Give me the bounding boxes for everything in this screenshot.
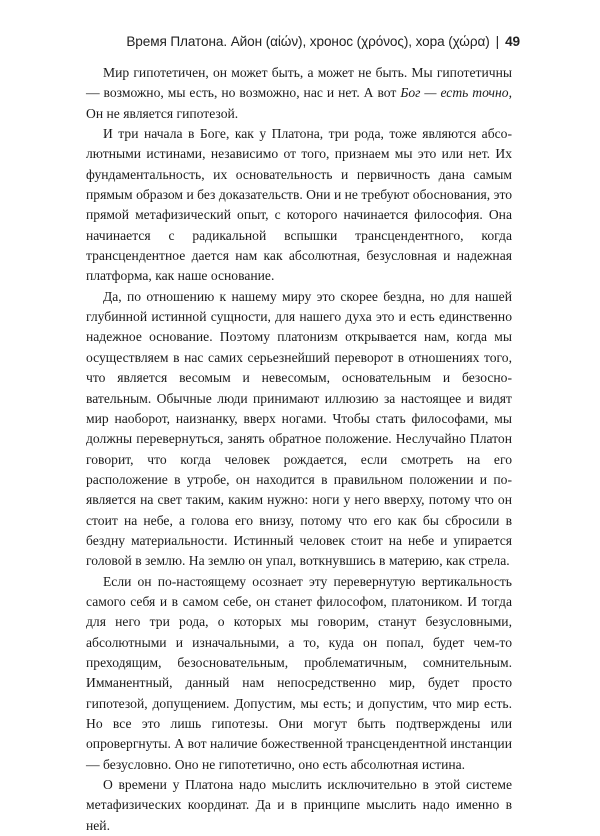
page-body xyxy=(86,63,512,836)
paragraph-1-text-end: , Он не является гипотезой. xyxy=(86,85,512,121)
paragraph-3: Да, по отношению к нашему миру это скорее бездна, но для нашей глубинной истинной сущности, для нашего духа это и есть единственно надежное основание. Поэтому платонизм открывается нам, когда мы осуществляем в нас самих серьезнейший переворот в отношениях того, что является весомым и невесомым, основательным и безосновательным. Обычные люди принимают иллюзию за настоящее и видят мир наоборот, наизнанку, вверх ногами. Чтобы стать философами, мы должны перевернуться, занять обратное положение. Неслучайно Платон говорит, что когда человек рождается, если смотреть на его расположение в утробе, он находится в правильном положении и появляется на свет таким, каким нужно: ноги у него вверху, потому что он стоит на небе, а голова его внизу, потому что его как бы сбросили в бездну материальности. Истинный человек стоит на небе и упирается головой в землю. На землю он упал, воткнувшись в материю, как стрела. xyxy=(86,288,512,569)
paragraph-1-emphasis: Бог — есть точно xyxy=(400,85,509,101)
page-number: 49 xyxy=(505,34,520,49)
paragraph-2: И три начала в Боге, как у Платона, три рода, тоже являются абсолютными истинами, независимо от того, признаем мы это или нет. Их фундаментальность, их основательность и первичность дана самым прямым образом и без доказательств. Они и не требуют обоснования, это прямой метафизический опыт, с которого начинается философия. Она начинается с радикальной вспышки трансцендентного, когда трансцендентное дается нам как абсолютная, безусловная и надежная платформа, как наше основание. xyxy=(86,126,512,284)
running-title: Время Платона. Айон (αἰών), хронос (χρόνος), хора (χώρα) xyxy=(126,34,490,49)
running-header xyxy=(0,34,520,49)
paragraph-1 xyxy=(86,63,512,124)
paragraph-4: Если он по-настоящему осознает эту перевернутую вертикальность самого себя и в самом себе, он станет философом, платоником. И тогда для него три рода, о которых мы говорим, станут безусловными, абсолютными и изначальными, а то, куда он попал, будет чем-то преходящим, безосновательным, проблематичным, сомнительным. Имманентный, данный нам непосредственно мир, будет просто гипотезой, допущением. Допустим, мы есть; и допустим, что мир есть. Но все это лишь гипотезы. Они могут быть подтверждены или опровергнуты. А вот наличие божественной трансцендентной инстанции — безусловно. Оно не гипотетично, оно есть абсолютная истина. xyxy=(86,573,512,772)
paragraph-5: О времени у Платона надо мыслить исключительно в этой системе метафизических координат. Да и в принципе мыслить надо именно в ней. xyxy=(86,777,512,833)
header-separator: | xyxy=(495,34,500,49)
paragraph-1-text-start: Мир гипотетичен, он может быть, а может не быть. Мы гипотетичны — возможно, мы есть, но возможно, нас и нет. А вот xyxy=(86,65,512,101)
